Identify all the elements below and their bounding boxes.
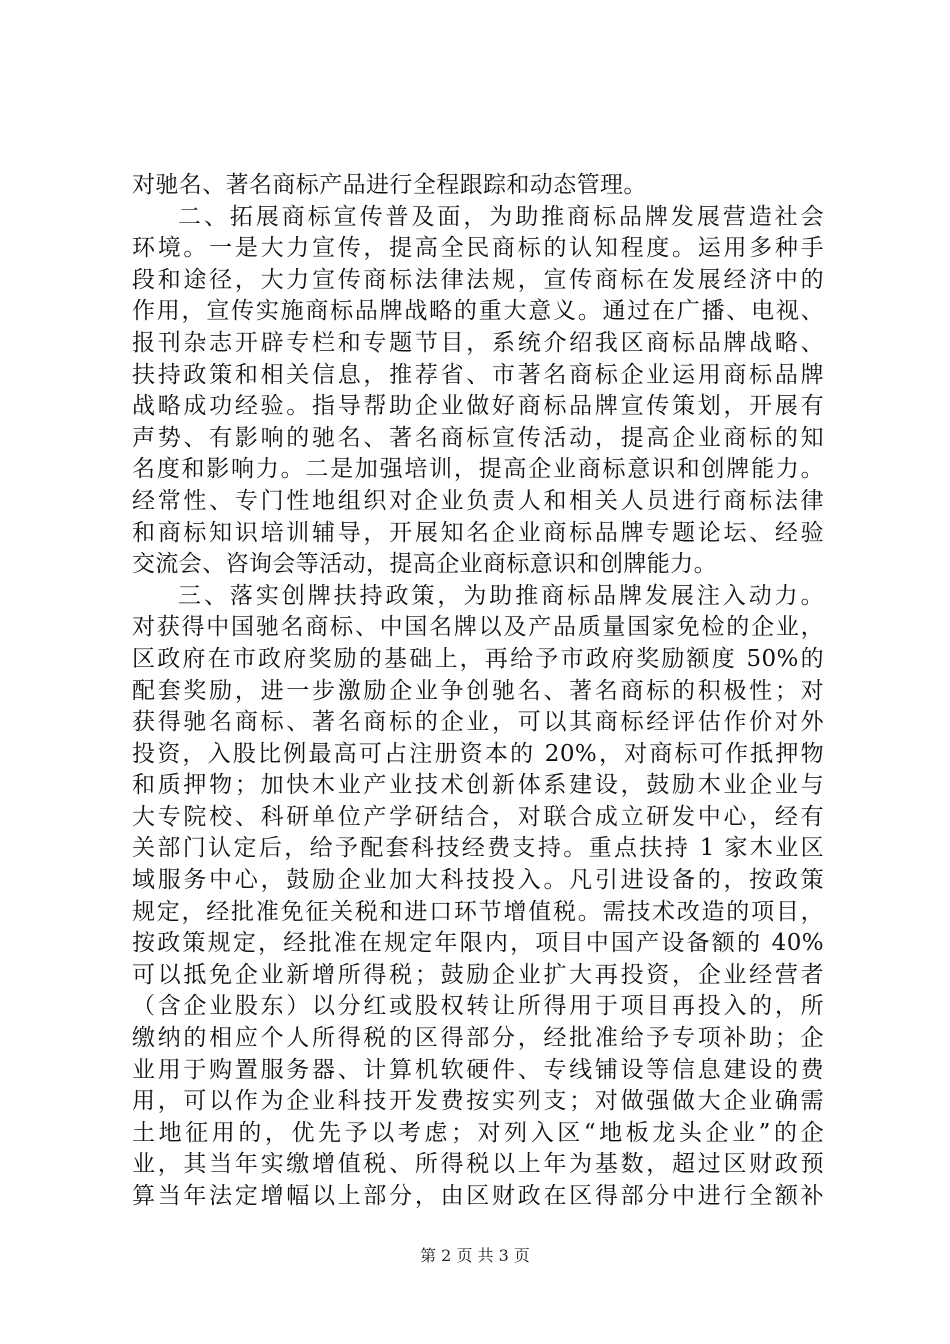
text-line: 扶持政策和相关信息，推荐省、市著名商标企业运用商标品牌 xyxy=(132,361,824,388)
text-line: 业，其当年实缴增值税、所得税以上年为基数，超过区财政预 xyxy=(132,1151,824,1178)
text-line: 对获得中国驰名商标、中国名牌以及产品质量国家免检的企业， xyxy=(132,614,824,641)
text-line: 区政府在市政府奖励的基础上，再给予市政府奖励额度 50%的 xyxy=(132,645,824,672)
text-line: 对驰名、著名商标产品进行全程跟踪和动态管理。 xyxy=(132,172,647,198)
text-line: 投资，入股比例最高可占注册资本的 20%，对商标可作抵押物 xyxy=(132,740,824,767)
text-line: 交流会、咨询会等活动，提高企业商标意识和创牌能力。 xyxy=(132,551,717,578)
text-line: 大专院校、科研单位产学研结合，对联合成立研发中心，经有 xyxy=(132,803,824,830)
text-line: 环境。一是大力宣传，提高全民商标的认知程度。运用多种手 xyxy=(132,235,824,262)
text-line: 按政策规定，经批准在规定年限内，项目中国产设备额的 40% xyxy=(132,930,824,957)
text-line: （含企业股东）以分红或股权转让所得用于项目再投入的，所 xyxy=(132,993,824,1020)
page-number-footer: 第 2 页 共 3 页 xyxy=(420,1246,530,1265)
text-line: 域服务中心，鼓励企业加大科技投入。凡引进设备的，按政策 xyxy=(132,867,824,894)
text-line: 战略成功经验。指导帮助企业做好商标品牌宣传策划，开展有 xyxy=(132,393,824,420)
document-body xyxy=(132,170,824,1213)
text-line: 算当年法定增幅以上部分，由区财政在区得部分中进行全额补 xyxy=(132,1183,824,1209)
text-line: 名度和影响力。二是加强培训，提高企业商标意识和创牌能力。 xyxy=(132,456,824,483)
text-line: 经常性、专门性地组织对企业负责人和相关人员进行商标法律 xyxy=(132,487,824,514)
text-line: 关部门认定后，给予配套科技经费支持。重点扶持 1 家木业区 xyxy=(132,835,824,862)
text-line: 用，可以作为企业科技开发费按实列支；对做强做大企业确需 xyxy=(132,1088,824,1115)
text-line: 和商标知识培训辅导，开展知名企业商标品牌专题论坛、经验 xyxy=(132,519,824,546)
text-line: 业用于购置服务器、计算机软硬件、专线铺设等信息建设的费 xyxy=(132,1056,824,1083)
text-line: 和质押物；加快木业产业技术创新体系建设，鼓励木业企业与 xyxy=(132,772,824,799)
section-heading-2: 二、拓展商标宣传普及面，为助推商标品牌发展营造社会 xyxy=(178,203,824,230)
text-line: 土地征用的，优先予以考虑；对列入区“地板龙头企业”的企 xyxy=(132,1119,824,1146)
text-line: 段和途径，大力宣传商标法律法规，宣传商标在发展经济中的 xyxy=(132,266,824,293)
text-line: 缴纳的相应个人所得税的区得部分，经批准给予专项补助；企 xyxy=(132,1025,824,1052)
text-line: 规定，经批准免征关税和进口环节增值税。需技术改造的项目， xyxy=(132,898,824,925)
text-line: 声势、有影响的驰名、著名商标宣传活动，提高企业商标的知 xyxy=(132,424,824,451)
text-line: 可以抵免企业新增所得税；鼓励企业扩大再投资，企业经营者 xyxy=(132,961,824,988)
text-line: 报刊杂志开辟专栏和专题节目，系统介绍我区商标品牌战略、 xyxy=(132,329,824,356)
text-line: 配套奖励，进一步激励企业争创驰名、著名商标的积极性；对 xyxy=(132,677,824,704)
section-heading-3: 三、落实创牌扶持政策，为助推商标品牌发展注入动力。 xyxy=(178,582,824,609)
text-line: 作用，宣传实施商标品牌战略的重大意义。通过在广播、电视、 xyxy=(132,298,824,325)
text-line: 获得驰名商标、著名商标的企业，可以其商标经评估作价对外 xyxy=(132,709,824,736)
